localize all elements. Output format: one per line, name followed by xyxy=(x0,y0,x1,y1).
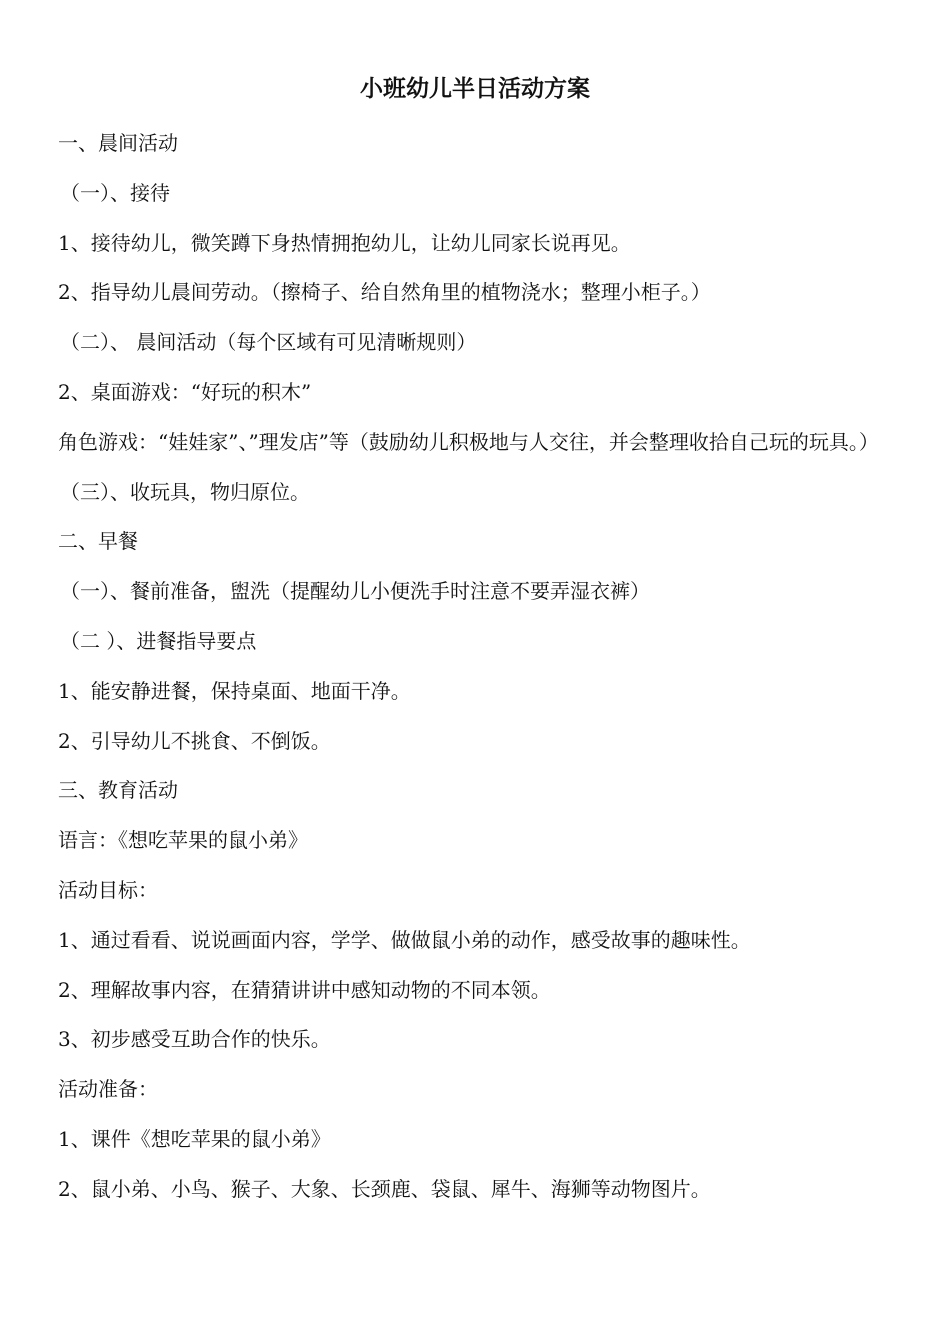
paragraph-prep-heading: 活动准备： xyxy=(58,1077,158,1102)
subsection-meal-guidance: （二 ）、进餐指导要点 xyxy=(60,628,257,653)
paragraph-goal-1: 1、通过看看、说说画面内容，学学、做做鼠小弟的动作，感受故事的趣味性。 xyxy=(58,927,751,952)
paragraph-reception-1: 1、接待幼儿，微笑蹲下身热情拥抱幼儿，让幼儿同家长说再见。 xyxy=(58,230,631,255)
subsection-meal-prep: （一）、餐前准备，盥洗（提醒幼儿小便洗手时注意不要弄湿衣裤） xyxy=(60,579,650,604)
section-heading-breakfast: 二、早餐 xyxy=(58,529,138,554)
section-heading-education: 三、教育活动 xyxy=(58,778,178,803)
paragraph-meal-2: 2、引导幼儿不挑食、不倒饭。 xyxy=(58,728,331,753)
subsection-reception: （一）、接待 xyxy=(60,180,170,205)
paragraph-prep-2: 2、鼠小弟、小鸟、猴子、大象、长颈鹿、袋鼠、犀牛、海狮等动物图片。 xyxy=(58,1176,711,1201)
paragraph-prep-1: 1、课件《想吃苹果的鼠小弟》 xyxy=(58,1126,331,1151)
paragraph-goal-2: 2、理解故事内容，在猜猜讲讲中感知动物的不同本领。 xyxy=(58,977,551,1002)
paragraph-role-play: 角色游戏：“娃娃家”、”理发店”等（鼓励幼儿积极地与人交往，并会整理收拾自己玩的玩具。） xyxy=(58,429,879,454)
document-body xyxy=(58,119,898,1215)
paragraph-language-lesson: 语言：《想吃苹果的鼠小弟》 xyxy=(58,828,308,853)
paragraph-meal-1: 1、能安静进餐，保持桌面、地面干净。 xyxy=(58,678,411,703)
subsection-morning-activity: （二）、 晨间活动（每个区域有可见清晰规则） xyxy=(60,330,477,355)
paragraph-reception-2: 2、指导幼儿晨间劳动。（擦椅子、给自然角里的植物浇水；整理小柜子。） xyxy=(58,280,711,305)
subsection-tidy-toys: （三）、收玩具，物归原位。 xyxy=(60,479,310,504)
paragraph-table-game: 2、桌面游戏：“好玩的积木” xyxy=(58,379,312,404)
document-title: 小班幼儿半日活动方案 xyxy=(360,75,590,102)
paragraph-goals-heading: 活动目标： xyxy=(58,877,158,902)
section-heading-morning-activities: 一、晨间活动 xyxy=(58,131,178,155)
paragraph-goal-3: 3、初步感受互助合作的快乐。 xyxy=(58,1027,331,1052)
